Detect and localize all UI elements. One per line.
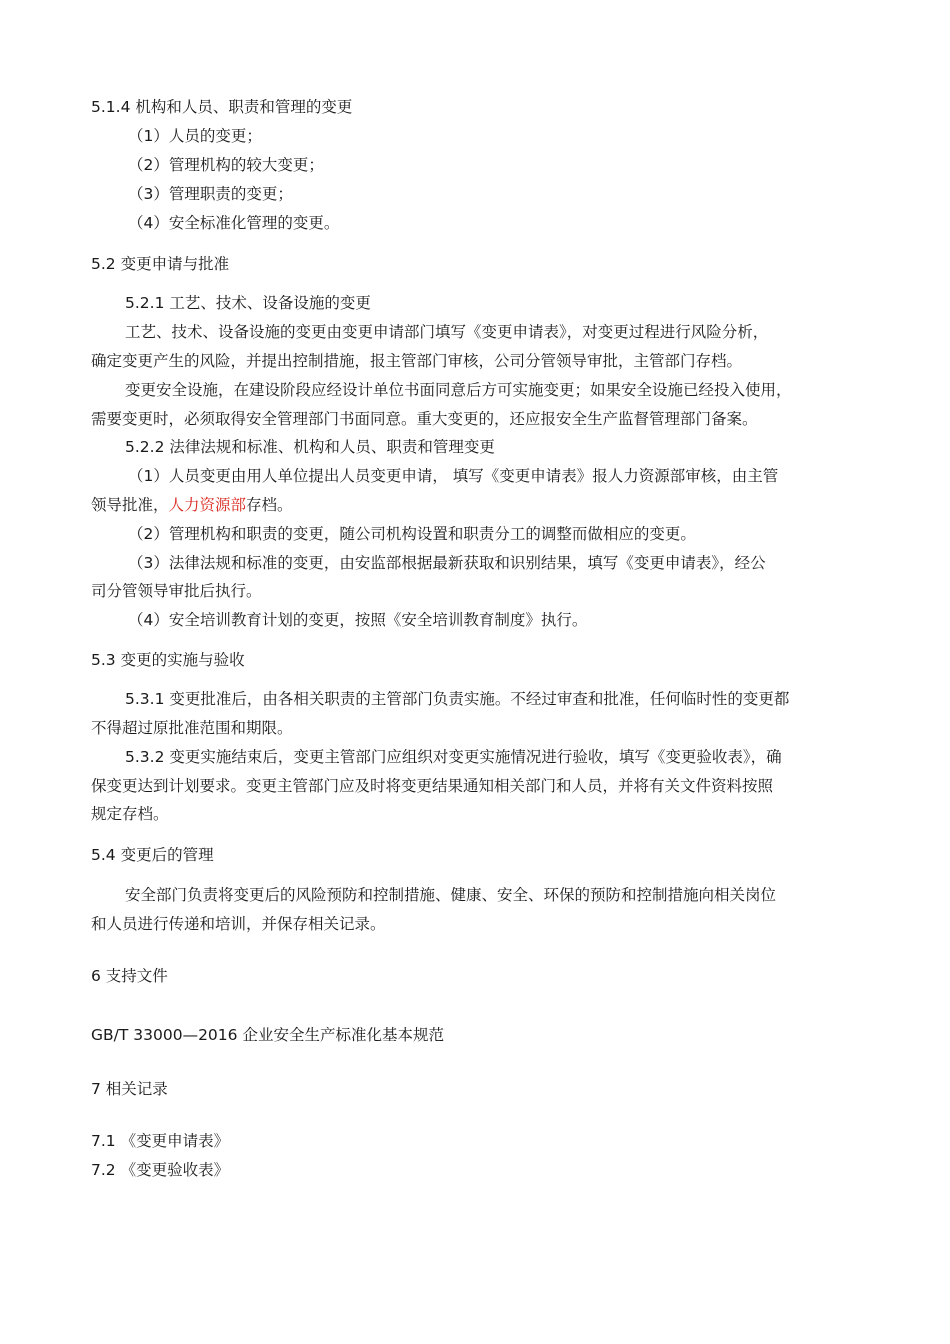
section-6-heading: 6 支持文件 — [91, 967, 168, 985]
paragraph-line: 保变更达到计划要求。变更主管部门应及时将变更结果通知相关部门和人员，并将有关文件资料按照 — [91, 777, 774, 795]
list-item: （3）管理职责的变更； — [128, 185, 293, 203]
paragraph-line: 确定变更产生的风险，并提出控制措施，报主管部门审核，公司分管领导审批，主管部门存档。 — [91, 352, 743, 370]
paragraph-line: 和人员进行传递和培训，并保存相关记录。 — [91, 915, 386, 933]
paragraph-line: 安全部门负责将变更后的风险预防和控制措施、健康、安全、环保的预防和控制措施向相关岗位 — [125, 886, 777, 904]
paragraph-line — [91, 495, 293, 515]
paragraph-line: 5.3.1 变更批准后，由各相关职责的主管部门负责实施。不经过审查和批准，任何临时性的变更都 — [125, 690, 790, 708]
paragraph-line: 规定存档。 — [91, 805, 169, 823]
paragraph-line: 司分管领导审批后执行。 — [91, 582, 262, 600]
section-5-1-4-heading: 5.1.4 机构和人员、职责和管理的变更 — [91, 98, 353, 116]
highlighted-text: 人力资源部 — [168, 496, 247, 514]
section-5-4-heading: 5.4 变更后的管理 — [91, 846, 214, 864]
section-5-2-heading: 5.2 变更申请与批准 — [91, 255, 230, 273]
list-item: （4）安全标准化管理的变更。 — [128, 214, 340, 232]
section-5-2-2-heading: 5.2.2 法律法规和标准、机构和人员、职责和管理变更 — [125, 438, 495, 456]
text-span: 领导批准， — [91, 496, 169, 514]
paragraph-line: 工艺、技术、设备设施的变更由变更申请部门填写《变更申请表》，对变更过程进行风险分析， — [125, 323, 769, 341]
paragraph-line: 需要变更时，必须取得安全管理部门书面同意。重大变更的，还应报安全生产监督管理部门备案。 — [91, 410, 758, 428]
paragraph-line: （3）法律法规和标准的变更，由安监部根据最新获取和识别结果，填写《变更申请表》，经公 — [128, 554, 766, 572]
record-item: 7.2 《变更验收表》 — [91, 1161, 230, 1179]
paragraph-line: 变更安全设施，在建设阶段应经设计单位书面同意后方可实施变更；如果安全设施已经投入使用， — [125, 381, 792, 399]
list-item: （2）管理机构的较大变更； — [128, 156, 324, 174]
list-item: （1）人员的变更； — [128, 127, 262, 145]
record-item: 7.1 《变更申请表》 — [91, 1132, 230, 1150]
paragraph-line: 不得超过原批准范围和期限。 — [91, 719, 293, 737]
section-5-3-heading: 5.3 变更的实施与验收 — [91, 651, 245, 669]
supporting-document: GB/T 33000—2016 企业安全生产标准化基本规范 — [91, 1026, 444, 1044]
text-span: 存档。 — [246, 496, 293, 514]
section-7-heading: 7 相关记录 — [91, 1080, 168, 1098]
paragraph-line: （2）管理机构和职责的变更，随公司机构设置和职责分工的调整而做相应的变更。 — [128, 525, 696, 543]
section-5-2-1-heading: 5.2.1 工艺、技术、设备设施的变更 — [125, 294, 371, 312]
paragraph-line: （4）安全培训教育计划的变更，按照《安全培训教育制度》执行。 — [128, 611, 588, 629]
paragraph-line: （1）人员变更由用人单位提出人员变更申请， 填写《变更申请表》报人力资源部审核，由主管 — [128, 467, 779, 485]
paragraph-line: 5.3.2 变更实施结束后，变更主管部门应组织对变更实施情况进行验收，填写《变更验收表》，确 — [125, 748, 782, 766]
